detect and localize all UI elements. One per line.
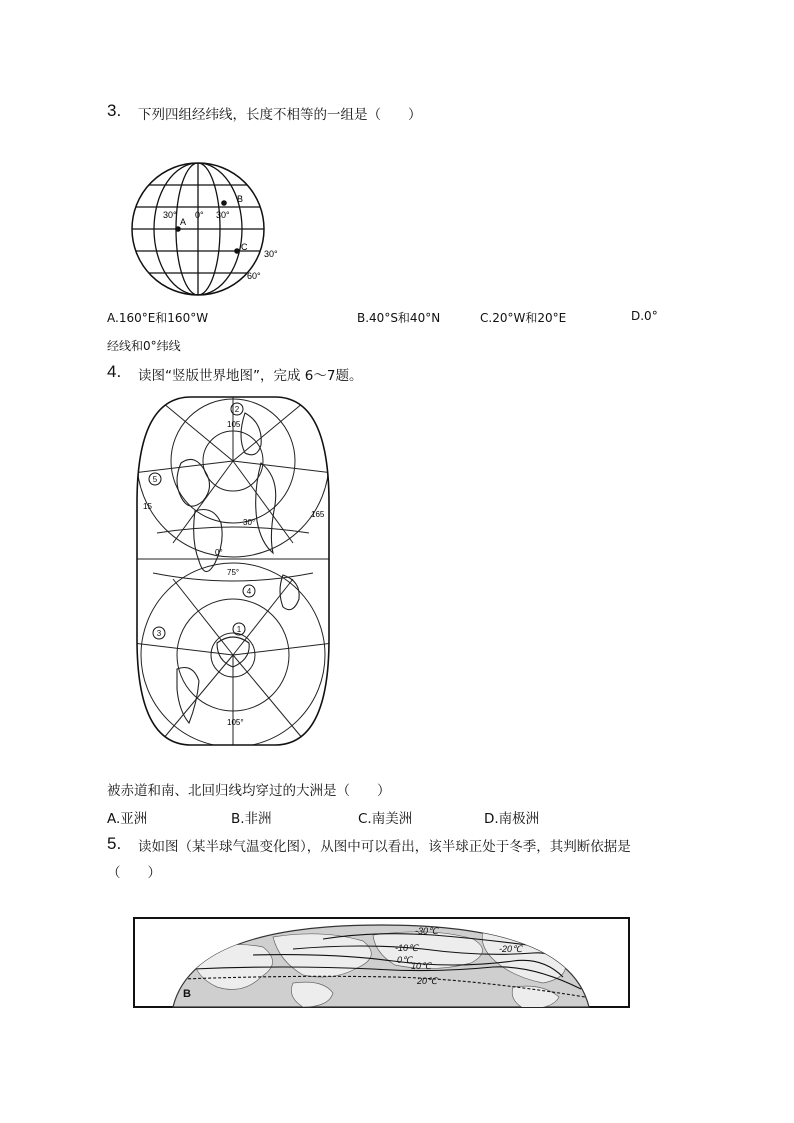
- q5-number: 5.: [107, 834, 122, 853]
- q5-label-20: 20℃: [417, 976, 438, 986]
- q3-label-lat-left: 30°: [163, 210, 177, 220]
- q3-option-c[interactable]: C.20°W和20°E: [480, 311, 567, 325]
- q3-point-b: [221, 200, 227, 206]
- svg-text:4: 4: [246, 587, 252, 596]
- q3-number: 3.: [107, 101, 122, 120]
- svg-text:5: 5: [152, 475, 158, 484]
- q3-globe-figure: [120, 155, 300, 305]
- q5-stem-line2: （ ）: [107, 865, 161, 881]
- q4-label-15: 15: [143, 502, 152, 511]
- q4-label-75: 75°: [227, 568, 240, 577]
- q4-label-bottom-105: 105°: [227, 718, 244, 727]
- q3-label-c: C: [241, 242, 248, 252]
- q4-question: 被赤道和南、北回归线均穿过的大洲是（ ）: [107, 783, 391, 799]
- q3-label-b: B: [237, 194, 244, 204]
- q5-label-m20: -20℃: [499, 944, 523, 954]
- q4-vertical-world-map: [133, 393, 333, 749]
- q4-stem: 读图“竖版世界地图”，完成 6～7题。: [138, 368, 363, 384]
- q4-option-c[interactable]: C.南美洲: [358, 811, 413, 827]
- q4-label-0: 0°: [215, 548, 223, 557]
- q3-label-lat-30: 30°: [264, 249, 278, 259]
- q3-label-lat-60: 60°: [247, 271, 261, 281]
- q4-number: 4.: [107, 362, 122, 381]
- svg-text:2: 2: [234, 405, 240, 414]
- q3-label-lon-zero: 0°: [195, 210, 204, 220]
- q4-option-d[interactable]: D.南极洲: [484, 811, 540, 827]
- q5-label-b: B: [183, 988, 191, 1000]
- q5-label-0: 0℃: [397, 955, 413, 965]
- q5-label-m10: -10℃: [395, 943, 419, 953]
- svg-text:1: 1: [236, 625, 242, 634]
- q3-point-a: [175, 226, 181, 232]
- q3-option-d-continued: 经线和0°纬线: [107, 339, 181, 353]
- q4-label-top-105: 105: [227, 420, 241, 429]
- q5-label-10: 10℃: [411, 961, 432, 971]
- q3-label-lat-right: 30°: [216, 210, 230, 220]
- q4-label-30: 30°: [243, 518, 256, 527]
- q4-option-a[interactable]: A.亚洲: [107, 811, 148, 827]
- svg-text:3: 3: [156, 629, 162, 638]
- q5-stem-line1: 读如图（某半球气温变化图），从图中可以看出，该半球正处于冬季，其判断依据是: [138, 839, 631, 855]
- q3-point-c: [234, 248, 240, 254]
- q5-isotherm-map: [133, 917, 630, 1009]
- q3-stem: 下列四组经纬线，长度不相等的一组是（ ）: [138, 107, 422, 123]
- q3-option-b[interactable]: B.40°S和40°N: [357, 311, 441, 325]
- q3-option-d[interactable]: D.0°: [631, 309, 658, 323]
- q3-label-a: A: [180, 217, 187, 227]
- q4-label-165: 165: [311, 510, 325, 519]
- q3-option-a[interactable]: A.160°E和160°W: [107, 311, 209, 325]
- q5-label-m30: -30℃: [415, 926, 439, 936]
- q4-option-b[interactable]: B.非洲: [231, 811, 272, 827]
